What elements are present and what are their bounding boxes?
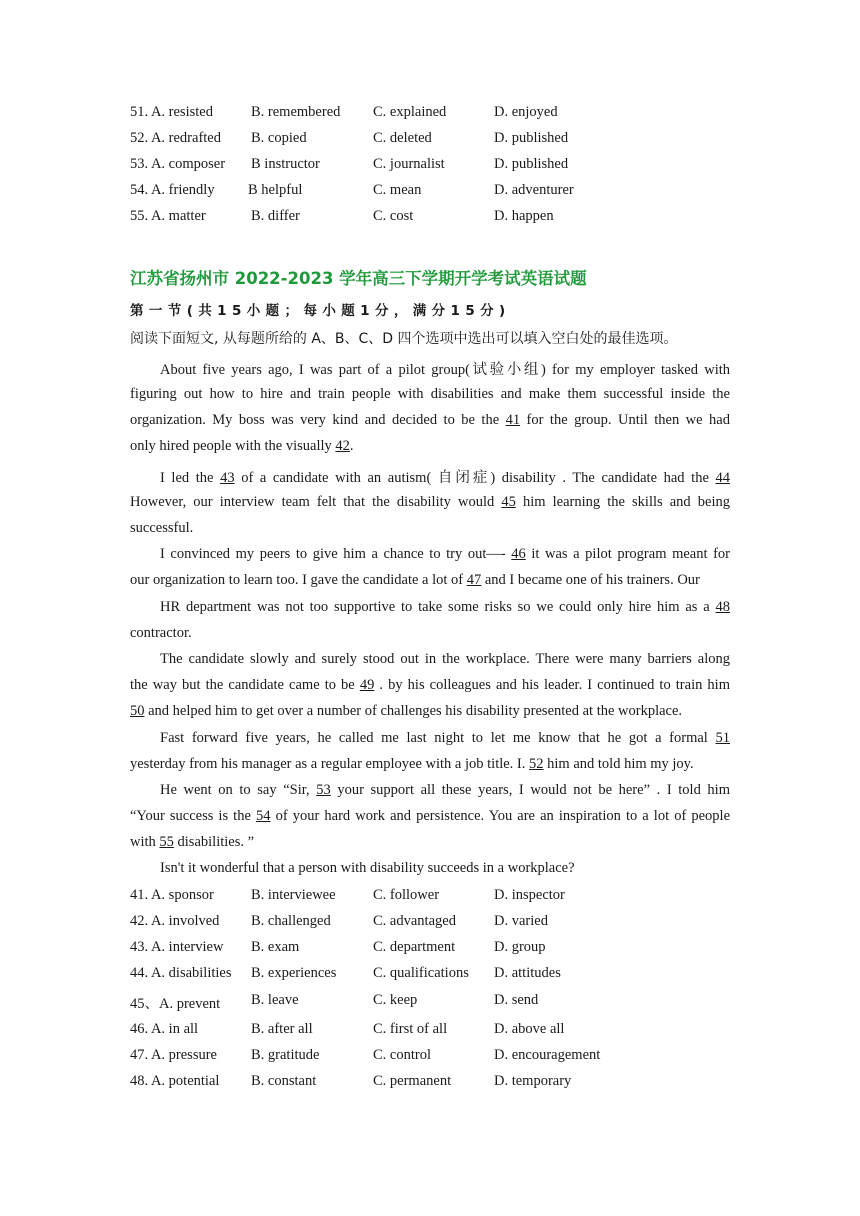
blank-53: 53 [316,782,331,798]
passage-line: He went on to say “Sir, 53 your support all these years, I would not be here” . I told him [160,782,730,798]
instruction-text: 阅读下面短文, 从每题所给的 A、B、C、D 四个选项中选出可以填入空白处的最佳选项。 [130,331,678,347]
passage-line: figuring out how to hire and train people with disabilities and make them successful inside the [130,386,730,402]
passage-line: the way but the candidate came to be 49 . by his colleagues and his leader. I continued to train him [130,677,730,693]
passage-line: “Your success is the 54 of your hard work and persistence. You are an inspiration to a lot of people [130,808,731,824]
passage-line: The candidate slowly and surely stood out in the workplace. There were many barriers along [160,651,730,667]
option-a: 51. A. resisted [130,104,213,120]
option-a: 47. A. pressure [130,1047,217,1063]
option-c: C. qualifications [373,965,469,981]
blank-41: 41 [505,412,521,428]
passage-line: I led the 43 of a candidate with an autism( 自闭症) disability . The candidate had the 44 [160,470,730,486]
option-d: D. published [494,156,569,172]
option-d: D. temporary [494,1073,572,1089]
option-c: C. journalist [373,156,445,172]
option-b: B. challenged [251,913,331,929]
blank-45: 45 [501,494,516,510]
option-a: 44. A. disabilities [130,965,232,981]
option-d: D. published [494,130,569,146]
blank-52: 52 [529,756,544,772]
option-d: D. inspector [494,887,565,903]
option-a: 46. A. in all [130,1021,199,1037]
option-c: C. mean [373,182,422,198]
option-d: D. group [494,939,546,955]
option-c: C. explained [373,104,447,120]
option-b: B. leave [251,992,299,1008]
passage-line: yesterday from his manager as a regular employee with a job title. I. 52 him and told him my joy. [130,756,694,772]
option-b: B. copied [251,130,307,146]
option-d: D. encouragement [494,1047,601,1063]
option-a: 52. A. redrafted [130,130,221,146]
option-a: 53. A. composer [130,156,226,172]
passage-line: with 55 disabilities. ” [130,834,255,850]
blank-51: 51 [715,730,730,746]
passage-line: Fast forward five years, he called me last night to let me know that he got a formal 51 [160,730,730,746]
option-b: B instructor [251,156,320,172]
option-a: 45、A. prevent [130,996,221,1012]
option-b: B. remembered [251,104,341,120]
option-b: B. constant [251,1073,317,1089]
option-c: C. follower [373,887,440,903]
option-b: B. exam [251,939,300,955]
passage-line: However, our interview team felt that the disability would 45 him learning the skills and being [130,494,730,510]
option-b: B. gratitude [251,1047,320,1063]
exam-title: 江苏省扬州市 2022-2023 学年高三下学期开学考试英语试题 [130,269,587,288]
option-d: D. varied [494,913,548,929]
option-c: C. deleted [373,130,432,146]
blank-54: 54 [255,808,271,824]
option-a: 48. A. potential [130,1073,220,1089]
blank-48: 48 [715,599,730,615]
option-a: 41. A. sponsor [130,887,214,903]
passage-line: HR department was not too supportive to take some risks so we could only hire him as a 48 [160,599,730,615]
option-d: D. attitudes [494,965,561,981]
option-c: C. cost [373,208,414,224]
option-b: B helpful [248,182,303,198]
passage-line: our organization to learn too. I gave the candidate a lot of 47 and I became one of his trainers. Our [130,572,700,588]
passage-line: I convinced my peers to give him a chance to try out—- 46 it was a pilot program meant for [160,546,730,562]
option-d: D. send [494,992,539,1008]
blank-43: 43 [220,470,235,486]
option-d: D. above all [494,1021,565,1037]
blank-44: 44 [715,470,730,486]
option-d: D. enjoyed [494,104,558,120]
blank-49: 49 [359,677,375,693]
option-a: 42. A. involved [130,913,220,929]
option-c: C. control [373,1047,431,1063]
passage-line: Isn't it wonderful that a person with disability succeeds in a workplace? [160,860,575,876]
passage-line: 50 and helped him to get over a number of challenges his disability presented at the workplace. [130,703,683,719]
section-heading: 第一节(共15小题；每小题1分，满分15分) [130,303,511,319]
option-a: 54. A. friendly [130,182,215,198]
passage-line: About five years ago, I was part of a pilot group(试验小组) for my employer tasked with [160,362,730,378]
option-c: C. department [373,939,456,955]
option-c: C. advantaged [373,913,456,929]
option-b: B. interviewee [251,887,336,903]
option-d: D. adventurer [494,182,574,198]
passage-line: only hired people with the visually 42. [130,438,354,454]
blank-55: 55 [159,834,174,850]
option-c: C. first of all [373,1021,448,1037]
option-a: 55. A. matter [130,208,206,224]
blank-50: 50 [130,703,145,719]
option-c: C. keep [373,992,418,1008]
blank-46: 46 [511,546,526,562]
option-d: D. happen [494,208,554,224]
passage-line: contractor. [130,625,192,641]
passage-line: successful. [130,520,194,536]
blank-42: 42 [335,438,350,454]
option-a: 43. A. interview [130,939,224,955]
option-b: B. after all [251,1021,313,1037]
option-b: B. differ [251,208,300,224]
option-c: C. permanent [373,1073,452,1089]
blank-47: 47 [466,572,482,588]
option-b: B. experiences [251,965,337,981]
passage-line: organization. My boss was very kind and decided to be the 41 for the group. Until then we had [130,412,730,428]
